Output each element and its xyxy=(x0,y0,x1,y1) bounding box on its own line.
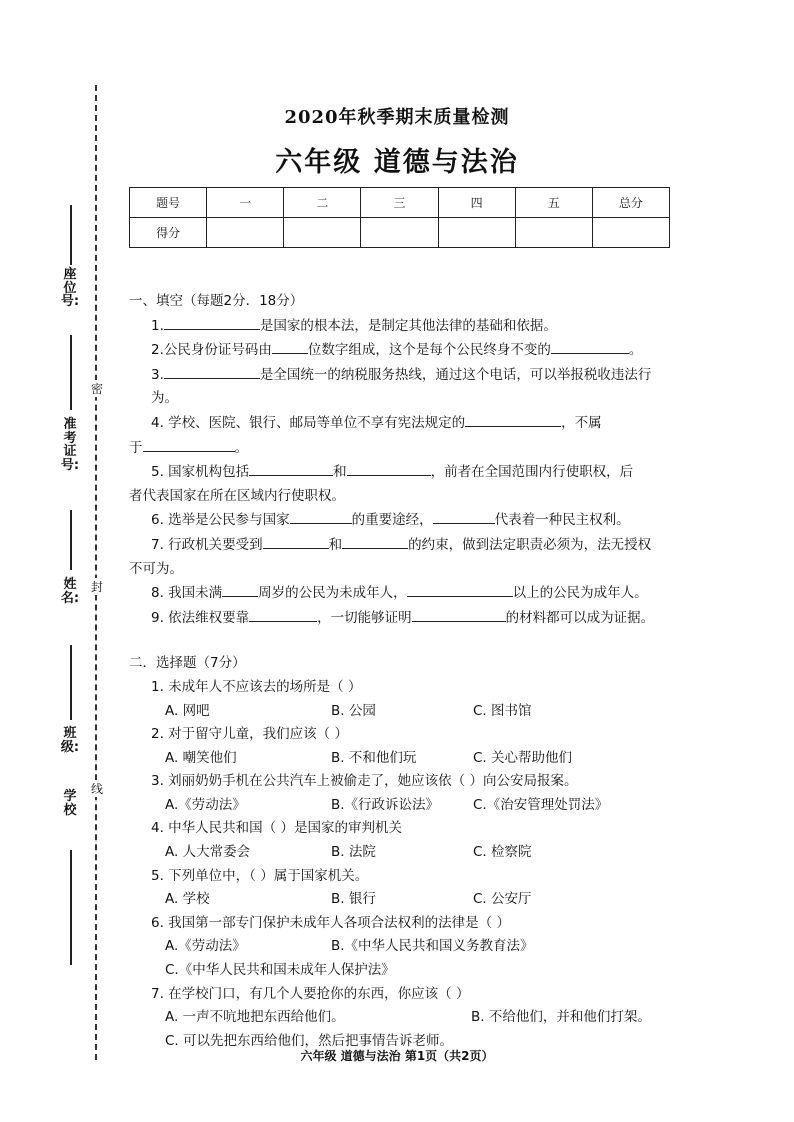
blank[interactable] xyxy=(272,338,308,354)
section1-title: 一、填空（每题2分．18分） xyxy=(129,293,304,309)
q3-number: 3. xyxy=(151,366,164,383)
blank[interactable] xyxy=(249,606,317,622)
question-8 xyxy=(129,581,674,606)
blank[interactable] xyxy=(465,411,561,427)
blank[interactable] xyxy=(342,533,408,549)
blank[interactable] xyxy=(143,436,235,452)
page-footer: 六年级 道德与法治 第1页（共2页） xyxy=(300,1049,494,1063)
score-header-cell: 一 xyxy=(207,188,284,218)
binding-word-xian: 线 xyxy=(90,782,103,796)
q4-text-b: ，不属 xyxy=(561,414,602,431)
q4-text-d: 。 xyxy=(234,439,248,456)
binding-dashed-line xyxy=(95,85,97,1060)
blank[interactable] xyxy=(290,508,352,524)
class-line xyxy=(70,645,72,720)
mc-options-3 xyxy=(129,794,674,818)
option-a[interactable]: A. 学校 xyxy=(165,891,210,908)
score-row-label: 得分 xyxy=(130,218,207,248)
section2-title: 二．选择题（7分） xyxy=(129,655,246,672)
blank[interactable] xyxy=(433,508,495,524)
blank[interactable] xyxy=(222,581,258,597)
option-c[interactable]: C. 检察院 xyxy=(473,844,532,861)
mc-question-5: 5. 下列单位中，（ ）属于国家机关。 xyxy=(151,867,369,884)
exam-title: 2020年秋季期末质量检测 xyxy=(284,107,510,128)
q1-number: 1. xyxy=(151,317,164,334)
q6-text-b: 的重要途经， xyxy=(351,512,433,529)
question-2 xyxy=(129,338,674,363)
option-a[interactable]: A. 网吧 xyxy=(165,702,210,719)
q2-text-a: 2.公民身份证号码由 xyxy=(151,342,272,359)
option-b[interactable]: B.《中华人民共和国义务教育法》 xyxy=(331,938,534,955)
question-4 xyxy=(129,411,674,436)
q1-text: 是国家的根本法，是制定其他法律的基础和依据。 xyxy=(259,317,557,334)
name-line xyxy=(70,510,72,570)
option-a[interactable]: A.《劳动法》 xyxy=(165,796,246,813)
q9-text-a: 9. 依法维权要靠 xyxy=(151,609,250,626)
q7-text-c: 的约束，做到法定职责必须为，法无授权 xyxy=(408,536,652,553)
option-b[interactable]: B.《行政诉讼法》 xyxy=(331,796,440,813)
score-table xyxy=(129,187,670,248)
blank[interactable] xyxy=(551,338,629,354)
question-5-cont: 者代表国家在所在区域内行使职权。 xyxy=(129,487,345,504)
blank[interactable] xyxy=(412,606,506,622)
question-7-cont: 不可为。 xyxy=(129,560,183,577)
q7-text-b: 和 xyxy=(328,536,343,553)
option-c[interactable]: C.《中华人民共和国未成年人保护法》 xyxy=(165,962,395,979)
option-a[interactable]: A. 嘲笑他们 xyxy=(165,749,237,766)
mc-options-6-cont xyxy=(129,959,674,983)
mc-question-6: 6. 我国第一部专门保护未成年人各项合法权利的法律是（ ） xyxy=(151,914,510,931)
q4-text-c: 于 xyxy=(129,439,143,456)
option-c[interactable]: C. 可以先把东西给他们，然后把事情告诉老师。 xyxy=(165,1032,454,1049)
question-4-cont xyxy=(129,436,674,461)
score-table-score-row xyxy=(130,218,670,248)
score-header-cell: 总分 xyxy=(592,188,669,218)
mc-question-4: 4. 中华人民共和国（ ）是国家的审判机关 xyxy=(151,820,402,837)
question-1 xyxy=(129,314,674,339)
q8-text-a: 8. 我国未满 xyxy=(151,585,223,602)
option-b[interactable]: B. 银行 xyxy=(331,891,376,908)
option-c[interactable]: C.《治安管理处罚法》 xyxy=(473,796,609,813)
option-a[interactable]: A. 一声不吭地把东西给他们。 xyxy=(165,1009,345,1026)
score-cell[interactable] xyxy=(284,218,361,248)
mc-options-5 xyxy=(129,888,674,912)
q6-text-c: 代表着一种民主权利。 xyxy=(494,512,630,529)
option-b[interactable]: B. 公园 xyxy=(331,702,376,719)
score-cell[interactable] xyxy=(515,218,592,248)
q2-text-c: 。 xyxy=(628,342,643,359)
mc-options-1 xyxy=(129,700,674,724)
option-b[interactable]: B. 不和他们玩 xyxy=(331,749,417,766)
school-line xyxy=(70,850,72,965)
option-c[interactable]: C. 关心帮助他们 xyxy=(473,749,573,766)
q5-text-c: ，前者在全国范围内行使职权，后 xyxy=(430,464,634,481)
question-6 xyxy=(129,508,674,533)
q4-text-a: 4. 学校、医院、银行、邮局等单位不享有宪法规定的 xyxy=(151,414,466,431)
mc-options-7 xyxy=(129,1006,674,1030)
mc-options-4 xyxy=(129,841,674,865)
subject-title: 六年级 道德与法治 xyxy=(275,147,519,178)
q8-text-b: 周岁的公民为未成年人， xyxy=(258,585,407,602)
score-header-cell: 四 xyxy=(438,188,515,218)
mc-options-2 xyxy=(129,747,674,771)
question-9 xyxy=(129,606,674,631)
mc-question-3: 3. 刘丽奶奶手机在公共汽车上被偷走了，她应该依（ ）向公安局报案。 xyxy=(151,773,578,790)
binding-word-feng: 封 xyxy=(90,580,103,594)
score-cell[interactable] xyxy=(361,218,438,248)
score-header-cell: 题号 xyxy=(130,188,207,218)
q5-text-b: 和 xyxy=(333,464,347,481)
score-header-cell: 二 xyxy=(284,188,361,218)
blank[interactable] xyxy=(164,363,260,379)
blank[interactable] xyxy=(263,533,329,549)
seat-number-line xyxy=(70,205,72,265)
option-b[interactable]: B. 不给他们，并和他们打架。 xyxy=(471,1009,651,1026)
q2-text-b: 位数字组成，这个是每个公民终身不变的 xyxy=(307,342,551,359)
mc-question-2: 2. 对于留守儿童，我们应该（ ） xyxy=(151,726,348,743)
school-label: 学校 xyxy=(63,789,77,818)
q9-text-c: 的材料都可以成为证据。 xyxy=(505,609,655,626)
option-a[interactable]: A. 人大常委会 xyxy=(165,844,251,861)
score-table-header-row xyxy=(130,188,670,218)
q9-text-b: ，一切能够证明 xyxy=(317,609,412,626)
blank[interactable] xyxy=(164,314,260,330)
exam-number-line xyxy=(70,335,72,410)
blank[interactable] xyxy=(347,460,431,476)
q5-text-a: 5. 国家机构包括 xyxy=(151,464,250,481)
q7-text-a: 7. 行政机关要受到 xyxy=(151,536,263,553)
mc-question-7: 7. 在学校门口，有几个人要抢你的东西，你应该（ ） xyxy=(151,985,470,1002)
score-cell[interactable] xyxy=(592,218,669,248)
binding-word-mi: 密 xyxy=(90,382,103,396)
option-c[interactable]: C. 图书馆 xyxy=(473,702,532,719)
question-3 xyxy=(129,363,674,411)
blank[interactable] xyxy=(249,460,333,476)
option-c[interactable]: C. 公安厅 xyxy=(473,891,532,908)
exam-content xyxy=(129,290,674,1053)
option-b[interactable]: B. 法院 xyxy=(331,844,376,861)
blank[interactable] xyxy=(407,581,513,597)
score-header-cell: 三 xyxy=(361,188,438,218)
class-label: 班级: xyxy=(60,726,80,755)
name-label: 姓名: xyxy=(60,577,80,606)
question-5 xyxy=(129,460,674,485)
score-header-cell: 五 xyxy=(515,188,592,218)
exam-number-label: 准考证号: xyxy=(60,417,80,473)
question-7 xyxy=(129,533,674,558)
mc-options-6 xyxy=(129,935,674,959)
q3-text: 是全国统一的纳税服务热线，通过这个电话，可以举报税收违法行为。 xyxy=(151,366,652,407)
mc-question-1: 1. 未成年人不应该去的场所是（ ） xyxy=(151,678,362,695)
option-a[interactable]: A.《劳动法》 xyxy=(165,938,246,955)
q8-text-c: 以上的公民为成年人。 xyxy=(512,585,648,602)
score-cell[interactable] xyxy=(438,218,515,248)
score-cell[interactable] xyxy=(207,218,284,248)
seat-number-label: 座位号: xyxy=(60,267,80,310)
q6-text-a: 6. 选举是公民参与国家 xyxy=(151,512,290,529)
